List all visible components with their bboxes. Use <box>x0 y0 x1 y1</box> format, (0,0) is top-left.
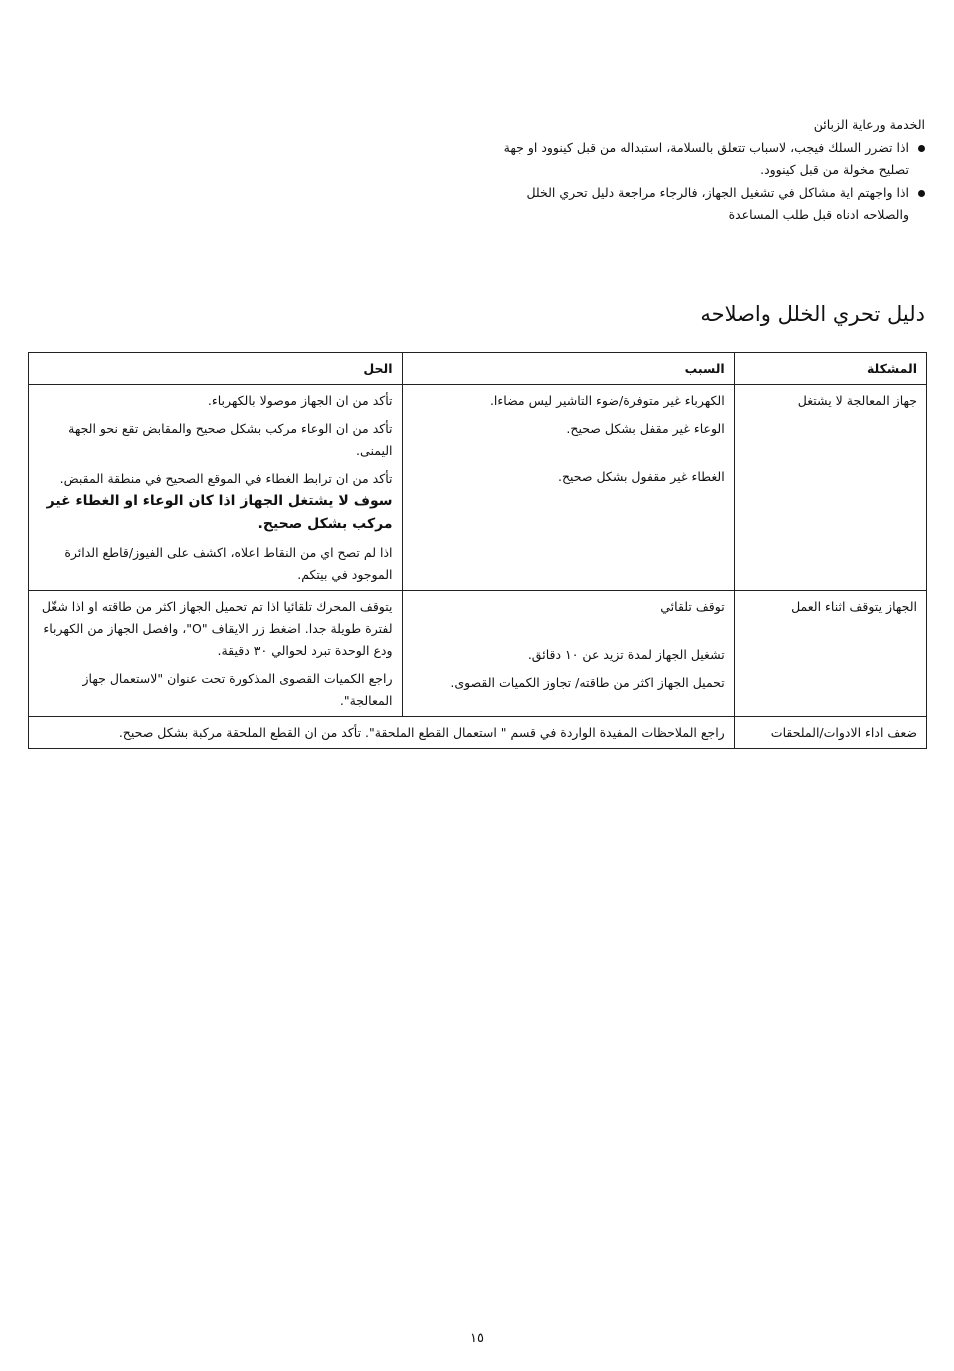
page-number: ١٥ <box>470 1331 484 1346</box>
cause-text: الغطاء غير مقفول بشكل صحيح. <box>557 469 725 484</box>
solution-text: تأكد من ان ترابط الغطاء في الموقع الصحيح في منطقة المقبض. <box>59 471 393 486</box>
solution-text: تأكد من ان الجهاز موصولا بالكهرباء. <box>207 393 393 408</box>
service-section <box>485 114 925 226</box>
problem-cell: ضعف اداء الادوات/الملحقات <box>734 717 926 749</box>
problem-cell: جهاز المعالجة لا يشتغل <box>734 385 926 591</box>
cause-text: توقف تلقائي <box>660 599 725 614</box>
header-solution: الحل <box>29 353 403 385</box>
note-cell: راجع الملاحظات المفيدة الواردة في قسم " استعمال القطع الملحقة". تأكد من ان القطع الملحقة مركبة بشكل صحيح. <box>29 717 735 749</box>
cause-text: الكهرباء غير متوفرة/ضوء التاشير ليس مضاءا. <box>489 393 725 408</box>
service-bullet-text: اذا واجهتم اية مشاكل في تشغيل الجهاز، فالرجاء مراجعة دليل تحري الخلل والصلاحه ادناه قبل طلب المساعدة <box>526 185 909 222</box>
solution-text: راجع الكميات القصوى المذكورة تحت عنوان "لاستعمال جهاز المعالجة". <box>82 671 393 708</box>
troubleshooting-title: دليل تحري الخلل واصلاحه <box>700 302 925 326</box>
bullet-dot-icon <box>918 190 925 197</box>
table-header-row <box>29 353 927 385</box>
cause-text: تشغيل الجهاز لمدة تزيد عن ١٠ دقائق. <box>527 647 725 662</box>
header-cause: السبب <box>402 353 734 385</box>
problem-cell: الجهاز يتوقف اثناء العمل <box>734 591 926 717</box>
cause-text: الوعاء غير مقفل بشكل صحيح. <box>566 421 725 436</box>
cause-text: تحميل الجهاز اكثر من طاقته/ تجاوز الكميات القصوى. <box>450 675 725 690</box>
header-problem: المشكلة <box>734 353 926 385</box>
cause-cell <box>402 385 734 591</box>
solution-text: اذا لم تصح اي من النقاط اعلاه، اكشف على الفيوز/قاطع الدائرة الموجود في بيتكم. <box>64 545 393 582</box>
solution-warning: سوف لا يشتغل الجهاز اذا كان الوعاء او الغطاء غير مركب بشكل صحيح. <box>46 493 393 532</box>
service-bullet <box>485 182 925 226</box>
table-row <box>29 591 927 717</box>
solution-cell <box>29 591 403 717</box>
service-bullet <box>485 137 925 181</box>
solution-text: يتوقف المحرك تلقائيا اذا تم تحميل الجهاز اكثر من طاقته او اذا شغّل لفترة طويلة جدا. اضغط زر الايقاف "O"، وافصل الجهاز من الكهرباء ودع الوحدة تبرد لحوالي ٣٠ دقيقة. <box>41 599 393 658</box>
solution-text: تأكد من ان الوعاء مركب بشكل صحيح والمقابض تقع نحو الجهة اليمنى. <box>68 421 393 458</box>
cause-cell <box>402 591 734 717</box>
bullet-dot-icon <box>918 145 925 152</box>
table-row <box>29 717 927 749</box>
table-row <box>29 385 927 591</box>
service-bullet-text: اذا تضرر السلك فيجب، لاسباب تتعلق بالسلامة، استبداله من قبل كينوود او جهة تصليح مخولة من قبل كينوود. <box>503 140 909 177</box>
service-title: الخدمة ورعاية الزبائن <box>813 117 925 132</box>
solution-cell <box>29 385 403 591</box>
troubleshooting-table <box>28 352 927 749</box>
